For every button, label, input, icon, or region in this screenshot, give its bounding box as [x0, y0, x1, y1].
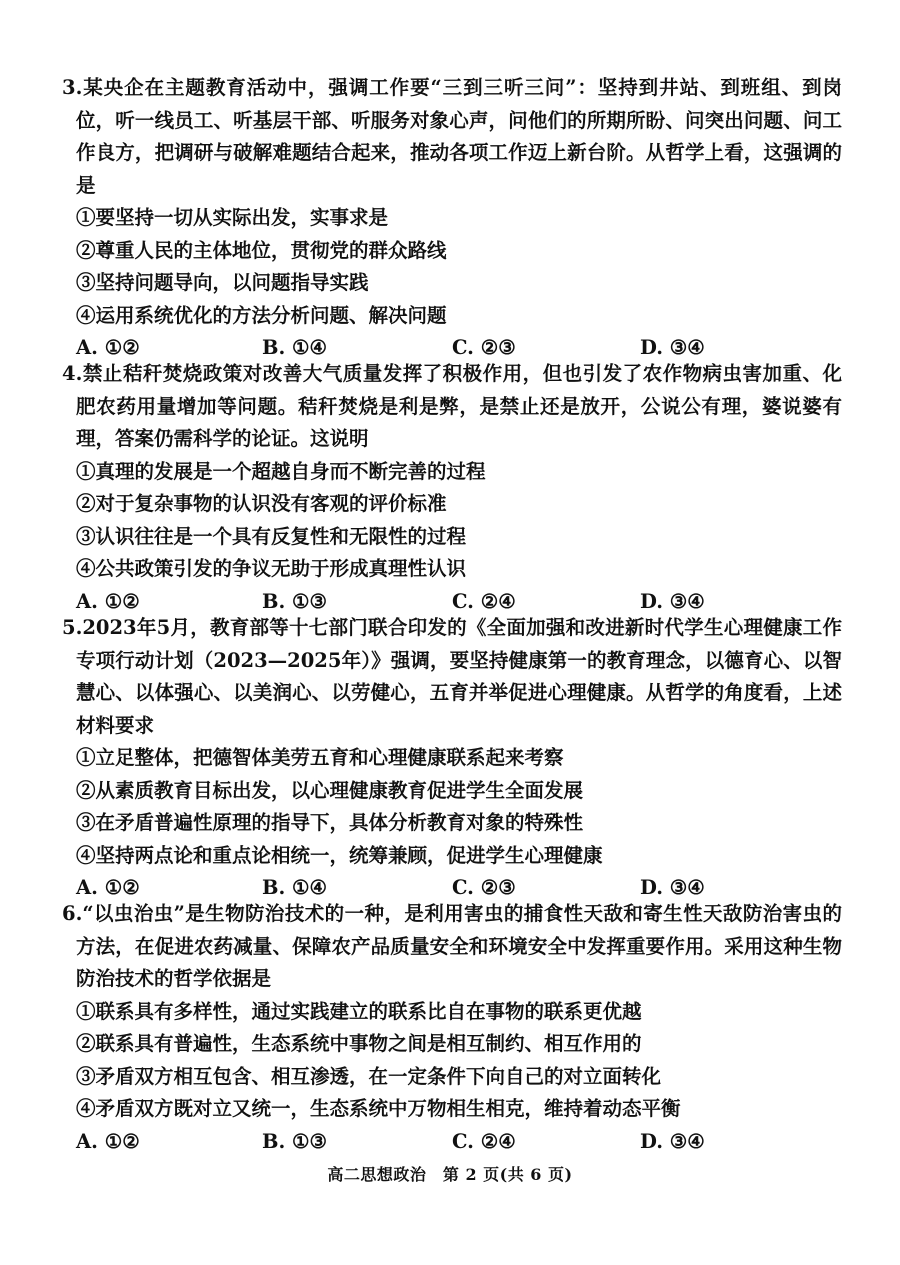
statement: ①真理的发展是一个超越自身而不断完善的过程: [76, 459, 486, 483]
page-footer: 高二思想政治 第 2 页(共 6 页): [327, 1165, 573, 1184]
statement: ①联系具有多样性，通过实践建立的联系比自在事物的联系更优越: [76, 999, 642, 1023]
statement: ②对于复杂事物的认识没有客观的评价标准: [76, 492, 447, 515]
option-a[interactable]: A. ①②: [76, 1129, 140, 1153]
question-stem: 3.某央企在主题教育活动中，强调工作要“三到三听三问”：坚持到井站、到班组、到岗位，听一线员工、听基层干部、听服务对象心声，问他们的所期所盼、问突出问题、问工作良方，把调研与破解难题结合起来，推动各项工作迈上新台阶。从哲学上看，这强调的是: [62, 76, 842, 197]
option-c[interactable]: C. ②③: [452, 336, 516, 359]
statement: ③在矛盾普遍性原理的指导下，具体分析教育对象的特殊性: [76, 811, 584, 834]
question-stem: 4.禁止秸秆焚烧政策对改善大气质量发挥了积极作用，但也引发了农作物病虫害加重、化肥农药用量增加等问题。秸秆焚烧是利是弊，是禁止还是放开，公说公有理，婆说婆有理，答案仍需科学的论证。这说明: [62, 362, 842, 450]
statement: ②尊重人民的主体地位，贯彻党的群众路线: [76, 238, 447, 262]
question-5: [62, 612, 842, 905]
option-b[interactable]: B. ①④: [262, 876, 328, 899]
statement: ③坚持问题导向，以问题指导实践: [76, 271, 369, 294]
statement: ③认识往往是一个具有反复性和无限性的过程: [76, 524, 467, 548]
question-stem: 6.“以虫治虫”是生物防治技术的一种，是利用害虫的捕食性天敌和寄生性天敌防治害虫的方法，在促进农药减量、保障农产品质量安全和环境安全中发挥重要作用。采用这种生物防治技术的哲学依据是: [62, 902, 842, 990]
option-c[interactable]: C. ②④: [452, 1129, 516, 1153]
statement: ③矛盾双方相互包含、相互渗透，在一定条件下向自己的对立面转化: [76, 1064, 662, 1088]
option-c[interactable]: C. ②③: [452, 876, 516, 899]
option-a[interactable]: A. ①②: [76, 876, 140, 899]
option-d[interactable]: D. ③④: [640, 336, 705, 359]
statement: ②联系具有普遍性，生态系统中事物之间是相互制约、相互作用的: [76, 1032, 642, 1055]
statement: ④矛盾双方既对立又统一，生态系统中万物相生相克，维持着动态平衡: [76, 1097, 681, 1120]
answer-options: [76, 1126, 842, 1159]
option-d[interactable]: D. ③④: [640, 1129, 705, 1153]
question-6: [62, 898, 842, 1158]
option-b[interactable]: B. ①④: [262, 336, 328, 359]
statement: ①立足整体，把德智体美劳五育和心理健康联系起来考察: [76, 746, 564, 769]
question-4: [62, 358, 842, 618]
statement: ②从素质教育目标出发，以心理健康教育促进学生全面发展: [76, 778, 584, 802]
option-b[interactable]: B. ①③: [262, 589, 328, 613]
option-d[interactable]: D. ③④: [640, 589, 705, 613]
question-3: [62, 72, 842, 365]
question-stem: 5.2023年5月，教育部等十七部门联合印发的《全面加强和改进新时代学生心理健康工作专项行动计划（2023—2025年）》强调，要坚持健康第一的教育理念，以德育心、以智慧心、以体强心、以美润心、以劳健心，五育并举促进心理健康。从哲学的角度看，上述材料要求: [62, 616, 842, 737]
option-c[interactable]: C. ②④: [452, 589, 516, 613]
statement: ④运用系统优化的方法分析问题、解决问题: [76, 303, 447, 327]
statement: ④坚持两点论和重点论相统一，统筹兼顾，促进学生心理健康: [76, 843, 603, 867]
statement: ④公共政策引发的争议无助于形成真理性认识: [76, 557, 467, 580]
option-b[interactable]: B. ①③: [262, 1129, 328, 1153]
statement: ①要坚持一切从实际出发，实事求是: [76, 206, 389, 229]
option-a[interactable]: A. ①②: [76, 589, 140, 613]
option-d[interactable]: D. ③④: [640, 876, 705, 899]
option-a[interactable]: A. ①②: [76, 336, 140, 359]
